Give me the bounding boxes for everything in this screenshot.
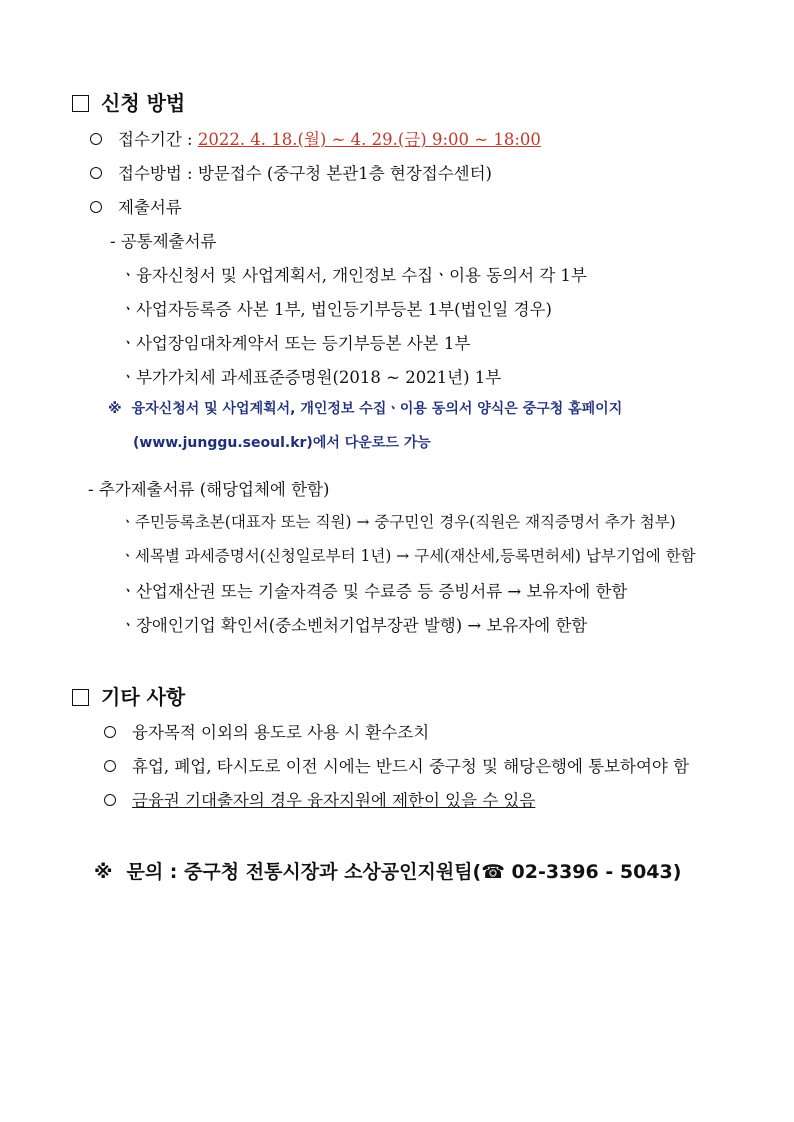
contact-mark: ※	[94, 861, 113, 883]
item-reception-method	[90, 160, 492, 184]
other-item-text: 융자목적 이외의 용도로 사용 시 환수조치	[132, 723, 430, 742]
list-item: ㆍ산업재산권 또는 기술자격증 및 수료증 등 증빙서류 → 보유자에 한함	[120, 582, 628, 601]
other-item	[104, 787, 535, 811]
list-item: ㆍ주민등록초본(대표자 또는 직원) → 중구민인 경우(직원은 재직증명서 추가 첨부)	[120, 513, 676, 531]
other-item	[104, 753, 689, 777]
list-item: ㆍ사업자등록증 사본 1부, 법인등기부등본 1부(법인일 경우)	[120, 300, 552, 319]
list-item: ㆍ사업장임대차계약서 또는 등기부등본 사본 1부	[120, 334, 471, 353]
circle-bullet-icon	[90, 133, 102, 145]
circle-bullet-icon	[104, 726, 116, 738]
other-item	[104, 719, 429, 743]
download-note	[108, 398, 622, 418]
circle-bullet-icon	[90, 201, 102, 213]
item-documents	[90, 194, 182, 218]
circle-bullet-icon	[90, 167, 102, 179]
item-label: 접수기간	[118, 130, 182, 149]
other-item-text: 금융권 기대출자의 경우 융자지원에 제한이 있을 수 있음	[132, 791, 536, 810]
list-item: ㆍ부가가치세 과세표준증명원(2018 ~ 2021년) 1부	[120, 368, 502, 387]
item-separator: :	[181, 130, 198, 149]
reception-method-value: 방문접수 (중구청 본관1층 현장접수센터)	[197, 164, 492, 183]
checkbox-square-icon	[72, 689, 89, 706]
other-item-text: 휴업, 폐업, 타시도로 이전 시에는 반드시 중구청 및 해당은행에 통보하여야 함	[132, 757, 690, 776]
item-separator: :	[181, 164, 198, 183]
section-heading-application	[72, 87, 185, 116]
note-line-1: 융자신청서 및 사업계획서, 개인정보 수집ㆍ이용 동의서 양식은 중구청 홈페이지	[131, 401, 623, 417]
checkbox-square-icon	[72, 95, 89, 112]
additional-docs-heading: - 추가제출서류 (해당업체에 한함)	[88, 480, 330, 499]
section-heading-other	[72, 681, 185, 710]
note-mark: ※	[108, 401, 122, 417]
circle-bullet-icon	[104, 760, 116, 772]
item-label: 제출서류	[118, 198, 182, 217]
download-note-url: (www.junggu.seoul.kr)에서 다운로드 가능	[133, 435, 431, 451]
circle-bullet-icon	[104, 794, 116, 806]
item-label: 접수방법	[118, 164, 182, 183]
item-reception-period	[90, 126, 541, 150]
list-item: ㆍ장애인기업 확인서(중소벤처기업부장관 발행) → 보유자에 한함	[120, 616, 588, 635]
reception-period-value: 2022. 4. 18.(월) ~ 4. 29.(금) 9:00 ~ 18:00	[197, 130, 541, 149]
contact-line	[94, 857, 681, 884]
list-item: ㆍ세목별 과세증명서(신청일로부터 1년) → 구세(재산세,등록면허세) 납부기업에 한함	[120, 547, 696, 565]
list-item: ㆍ융자신청서 및 사업계획서, 개인정보 수집ㆍ이용 동의서 각 1부	[120, 266, 587, 285]
contact-text: 문의 : 중구청 전통시장과 소상공인지원팀(☎ 02-3396 - 5043)	[126, 861, 682, 883]
heading-text: 신청 방법	[101, 91, 186, 115]
heading-text: 기타 사항	[101, 685, 186, 709]
common-docs-heading: - 공통제출서류	[110, 232, 217, 251]
